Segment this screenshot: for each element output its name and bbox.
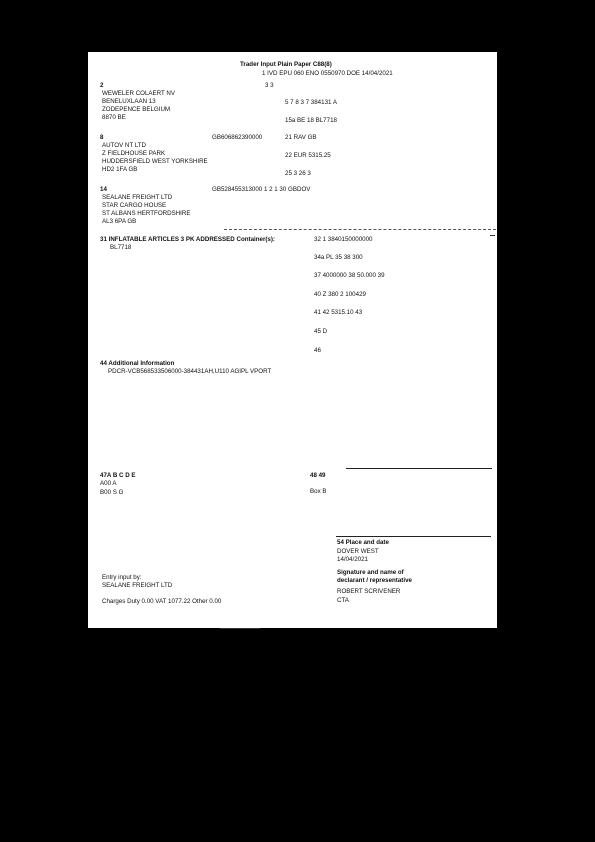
goods-description-2: BL7718 [110, 244, 132, 251]
section-divider [224, 229, 496, 230]
declarant-code: CTA [337, 597, 349, 604]
box-34: 34a PL 35 38 300 [314, 254, 363, 261]
box-5-7: 5 7 8 3 7 384131 A [285, 99, 337, 106]
tax-calc-header: 47A B C D E [100, 472, 136, 479]
box-3-4: 3 3 [265, 82, 274, 89]
consignee-eori: GB606862390000 [212, 134, 263, 141]
tax-calc-row: B00 S G [100, 489, 124, 496]
entry-input-label: Entry input by: [102, 574, 142, 581]
signature-label: declarant / representative [337, 577, 412, 584]
declarant-line: STAR CARGO HOUSE [102, 202, 167, 209]
box-54-rule [336, 536, 491, 537]
customs-declaration-page [88, 52, 497, 628]
box-b: Box B [310, 488, 327, 495]
declarant-line: ST ALBANS HERTFORDSHIRE [102, 210, 191, 217]
box-2-label: 2 [100, 82, 104, 89]
box-49-rule [346, 468, 492, 469]
declarant-eori: GB528455313000 1 2 1 30 GBDOV [212, 186, 311, 193]
charges-line: Charges Duty 0.00 VAT 1077.22 Other 0.00 [102, 598, 222, 605]
signature-label: Signature and name of [337, 569, 404, 576]
page-edge-mark [220, 628, 260, 629]
box-45: 45 D [314, 328, 328, 335]
header-line: 1 IVD EPU 060 ENO 0550970 DOE 14/04/2021 [262, 70, 393, 77]
date-value: 14/04/2021 [337, 556, 368, 563]
box-32: 32 1 3840150000000 [314, 236, 373, 243]
box-40: 40 Z 380 2 100429 [314, 291, 366, 298]
box-15-18: 15a BE 18 BL7718 [285, 117, 337, 124]
box-21: 21 RAV GB [285, 134, 317, 141]
place-date-label: 54 Place and date [337, 539, 389, 546]
edge-mark [490, 235, 495, 236]
additional-info: PDCR-VCB568533506000-384431AH,U110 AGIPL VPORT [108, 368, 272, 375]
consignor-line: ZODEPENCE BELGIUM [102, 106, 171, 113]
declarant-line: AL3 6PA GB [102, 218, 137, 225]
consignee-line: Z FIELDHOUSE PARK [102, 150, 166, 157]
box-14-label: 14 [100, 186, 107, 193]
consignor-line: 8870 BE [102, 114, 126, 121]
place-value: DOVER WEST [337, 548, 379, 555]
declarant-line: SEALANE FREIGHT LTD [102, 194, 173, 201]
consignee-line: AUTOV NT LTD [102, 142, 147, 149]
declarant-name: ROBERT SCRIVENER [337, 588, 401, 595]
box-44-label: 44 Additional Information [100, 360, 175, 367]
box-41: 41 42 5315.10 43 [314, 309, 363, 316]
tax-calc-row: A00 A [100, 480, 117, 487]
consignor-line: WEWELER COLAERT NV [102, 90, 176, 97]
goods-description: 31 INFLATABLE ARTICLES 3 PK ADDRESSED Container(s): [100, 236, 275, 243]
box-37: 37 4000000 38 50.000 39 [314, 272, 385, 279]
box-48-49: 48 49 [310, 472, 326, 479]
entry-input-value: SEALANE FREIGHT LTD [102, 582, 173, 589]
consignee-line: HUDDERSFIELD WEST YORKSHIRE [102, 158, 208, 165]
box-46: 46 [314, 347, 321, 354]
document-title: Trader Input Plain Paper C88(8) [240, 61, 332, 68]
box-22: 22 EUR 5315.25 [285, 152, 331, 159]
consignee-line: HD2 1FA GB [102, 166, 138, 173]
box-8-label: 8 [100, 134, 104, 141]
consignor-line: BENELUXLAAN 13 [102, 98, 156, 105]
box-25-26: 25 3 26 3 [285, 170, 311, 177]
